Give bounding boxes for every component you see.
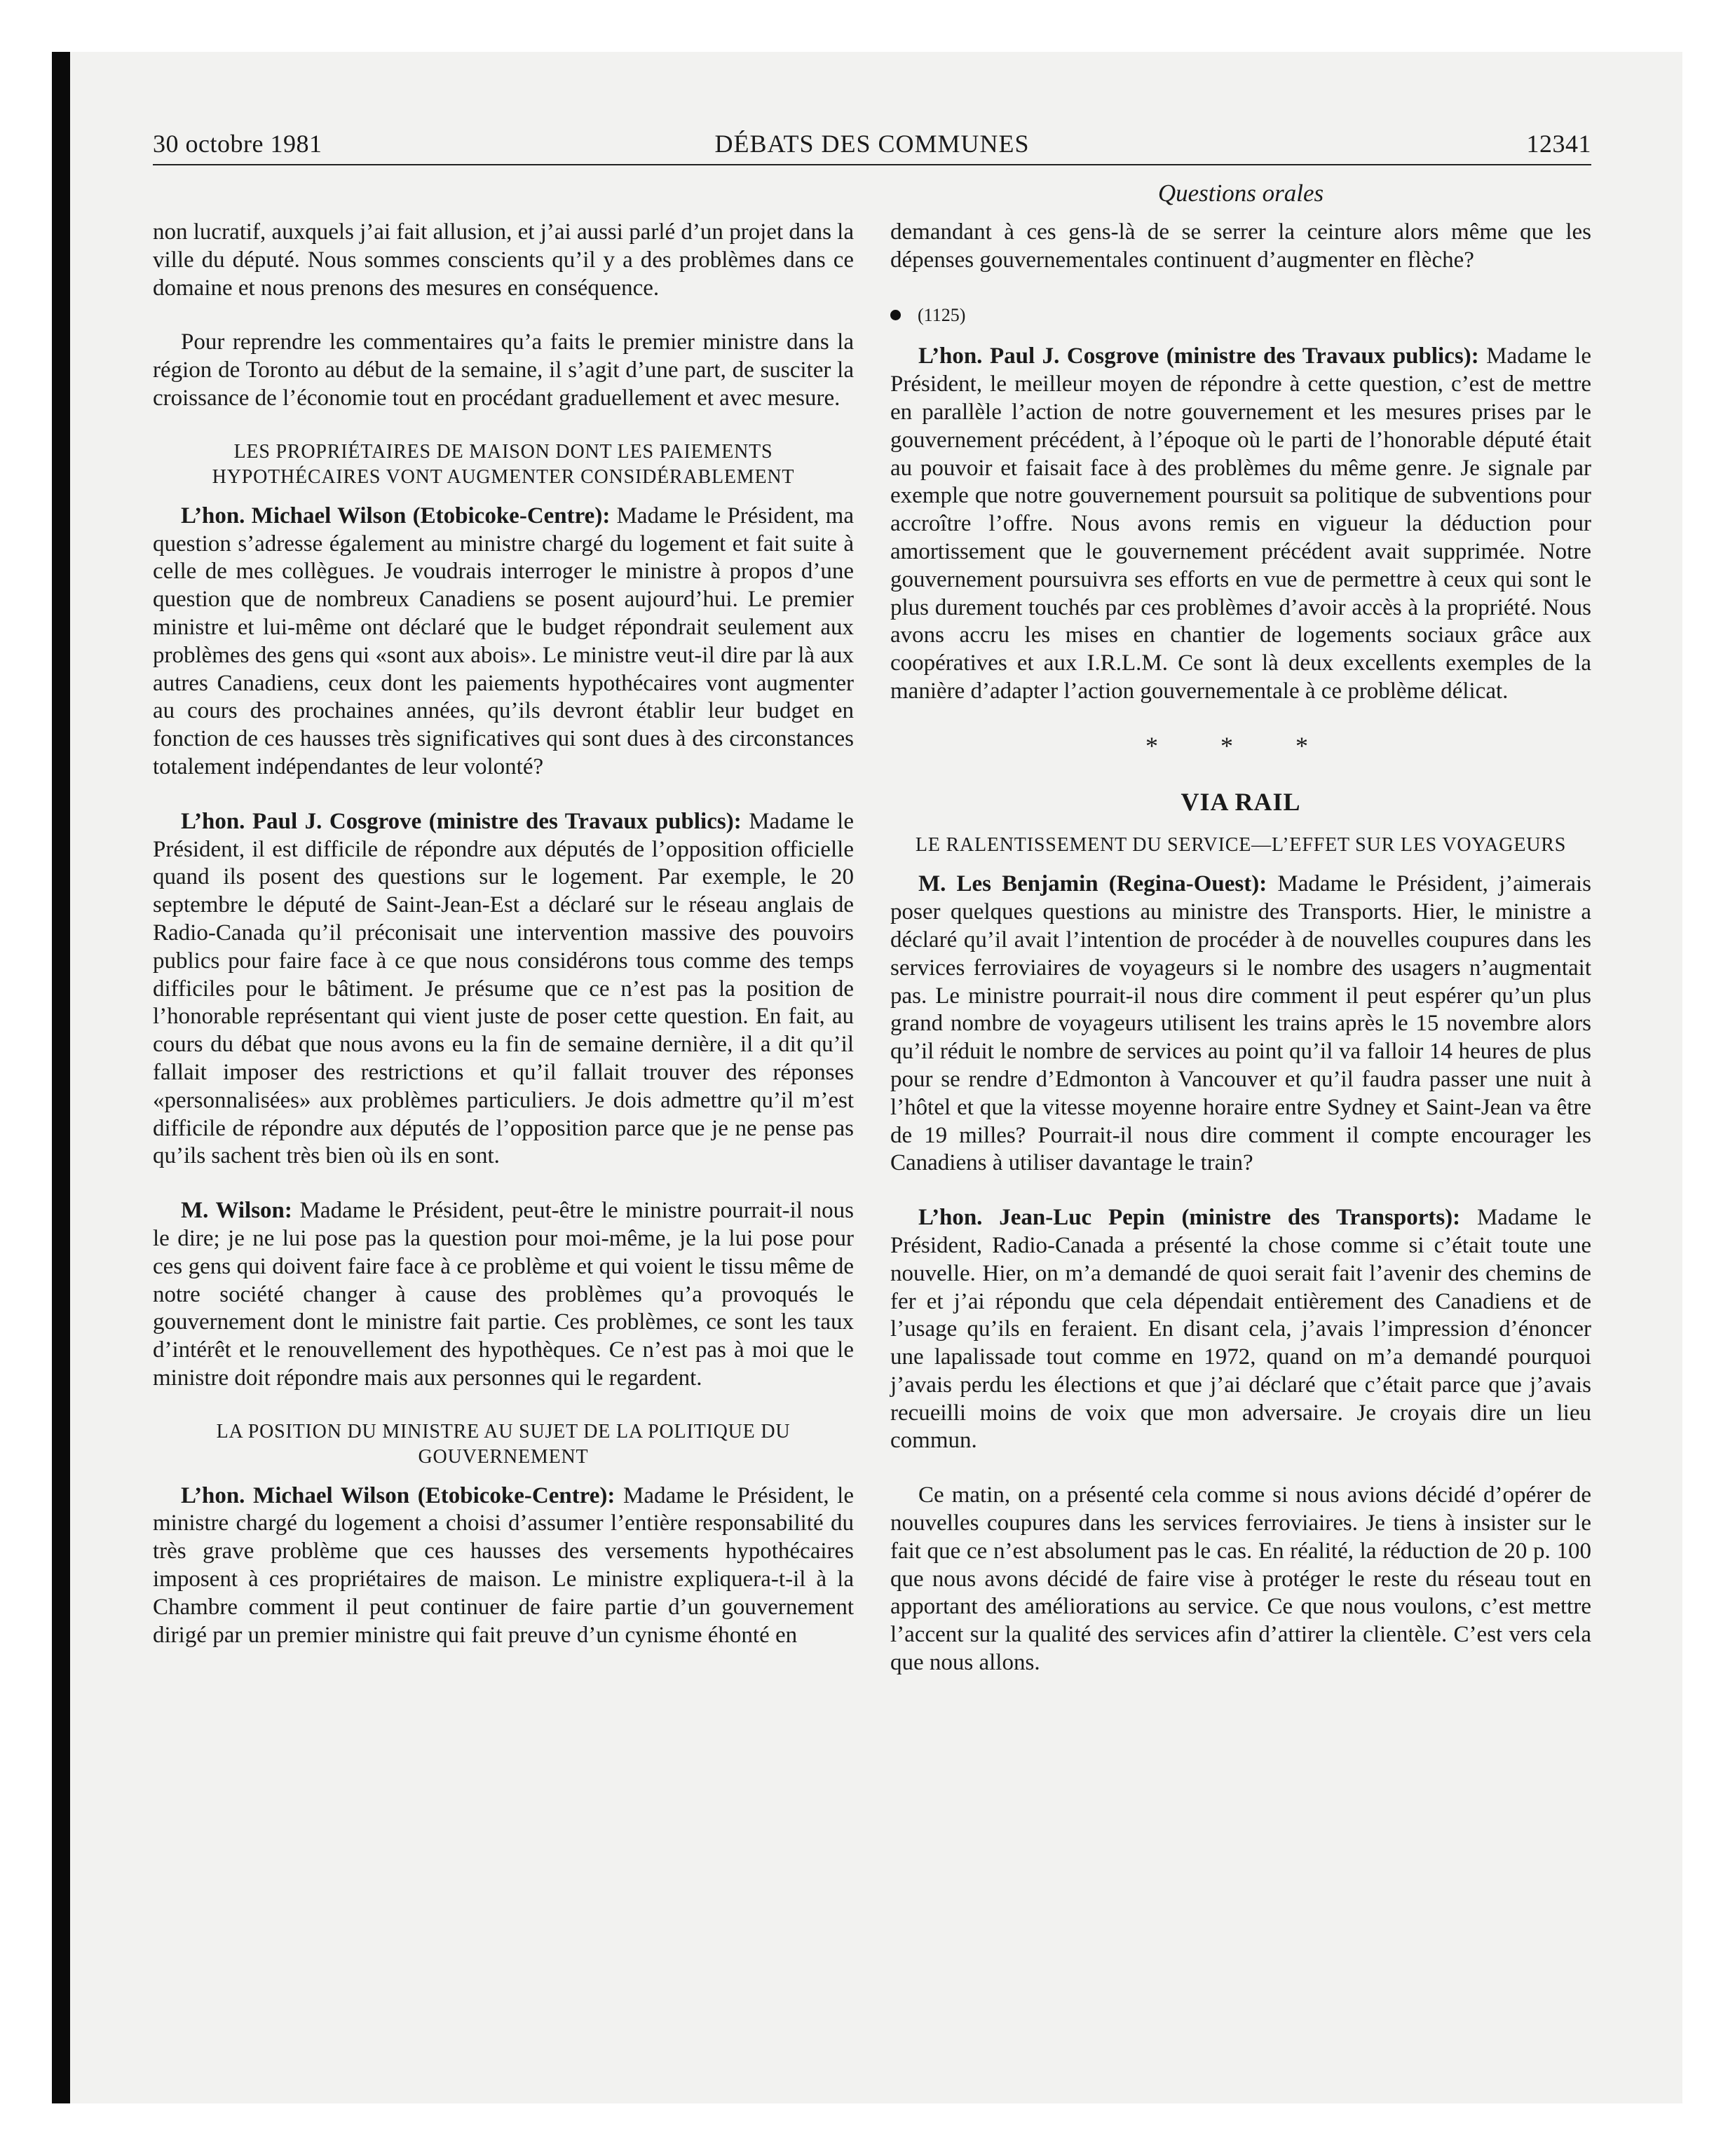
speech-text: Madame le Président, ma question s’adresse également au ministre chargé du logement et fait suite à celle de mes collègues. Je voudrais interroger le ministre à propos d’une question que de nombreux Canadiens se posent aujourd’hui. Le premier ministre et lui-même ont déclaré que le budget répondrait seulement aux problèmes des gens qui «sont aux abois». Le ministre veut-il dire par là aux autres Canadiens, ceux dont les paiements hypothécaires vont augmenter au cours des prochaines années, qu’ils devront établir leur budget en fonction de ces hausses très significatives qui sont dues à des circonstances totalement indépendantes de leur volonté? — [153, 503, 854, 779]
bullet-icon — [890, 310, 901, 320]
speech-text: Madame le Président, Radio-Canada a présenté la chose comme si c’était toute une nouvelle. Hier, on m’a demandé de quoi serait fait l’avenir des chemins de fer et j’ai répondu que cela dépendait entièrement des Canadiens et de l’usage qu’ils en feraient. En disant cela, j’avais l’impression d’énoncer une lapalissade tout comme en 1972, quand on m’a demandé pourquoi j’avais perdu les élections et que j’ai déclaré que c’était parce que j’avais recueilli moins de voix que mon adversaire. Je croyais dire un lieu commun. — [890, 1205, 1591, 1454]
timestamp-text: (1125) — [918, 304, 966, 325]
paragraph: non lucratif, auxquels j’ai fait allusion, et j’ai aussi parlé d’un projet dans la ville du député. Nous sommes conscients qu’il y a des problèmes dans ce domaine et nous prenons des mesures en conséquence. — [153, 219, 854, 301]
speaker-name: L’hon. Paul J. Cosgrove (ministre des Travaux publics): — [181, 808, 742, 834]
subheading: LE RALENTISSEMENT DU SERVICE—L’EFFET SUR LES VOYAGEURS — [915, 834, 1567, 857]
speaker-name: L’hon. Michael Wilson (Etobicoke-Centre): — [181, 1482, 615, 1508]
speech-paragraph — [153, 808, 854, 1171]
timestamp-marker — [890, 301, 1591, 329]
section-separator: * * * — [1145, 731, 1336, 760]
speech-paragraph — [153, 1197, 854, 1393]
speech-paragraph — [890, 871, 1591, 1178]
header-page-number: 12341 — [1526, 130, 1591, 158]
speaker-name: L’hon. Michael Wilson (Etobicoke-Centre): — [181, 503, 611, 528]
speech-paragraph — [153, 1482, 854, 1650]
right-column — [890, 219, 1591, 1704]
speech-text: Madame le Président, le ministre chargé du logement a choisi d’assumer l’entière responsabilité du très grave problème que ces hausses des versements hypothécaires imposent à ces propriétaires de maison. Le ministre expliquera-t-il à la Chambre comment il peut continuer de faire partie d’un gouvernement dirigé par un premier ministre qui fait preuve d’un cynisme éhonté en — [153, 1482, 854, 1648]
header-journal-title: DÉBATS DES COMMUNES — [714, 130, 1030, 158]
subheading: LES PROPRIÉTAIRES DE MAISON DONT LES PAIEMENTS HYPOTHÉCAIRES VONT AUGMENTER CONSIDÉRABLEMENT — [212, 440, 795, 488]
header-rule — [153, 164, 1591, 165]
paragraph: demandant à ces gens-là de se serrer la ceinture alors même que les dépenses gouvernementales continuent d’augmenter en flèche? — [890, 219, 1591, 273]
left-column — [153, 219, 854, 1676]
subheading: LA POSITION DU MINISTRE AU SUJET DE LA POLITIQUE DU GOUVERNEMENT — [216, 1420, 791, 1468]
section-heading: VIA RAIL — [1181, 787, 1301, 816]
speaker-name: L’hon. Paul J. Cosgrove (ministre des Travaux publics): — [918, 343, 1479, 369]
binding-strip — [52, 52, 70, 2103]
speaker-name: L’hon. Jean-Luc Pepin (ministre des Transports): — [918, 1205, 1461, 1231]
paragraph: Pour reprendre les commentaires qu’a faits le premier ministre dans la région de Toronto au début de la semaine, il s’agit d’une part, de susciter la croissance de l’économie tout en procédant graduellement et avec mesure. — [153, 329, 854, 411]
speaker-name: M. Wilson: — [181, 1198, 292, 1224]
speech-paragraph — [890, 343, 1591, 705]
section-running-title: Questions orales — [1157, 179, 1324, 207]
speaker-name: M. Les Benjamin (Regina-Ouest): — [918, 871, 1267, 897]
speech-paragraph — [153, 503, 854, 782]
page-header — [153, 129, 1591, 165]
speech-text: Madame le Président, peut-être le ministre pourrait-il nous le dire; je ne lui pose pas la question pour moi-même, je la lui pose pour ces gens qui doivent faire face à ce problème et qui voient le tissu même de notre société changer à cause des problèmes qu’a provoqués le gouvernement dont le ministre fait partie. Ces problèmes, ce sont les taux d’intérêt et le renouvellement des hypothèques. Ce n’est pas à moi que le ministre doit répondre mais aux personnes qui le regardent. — [153, 1198, 854, 1391]
paragraph: Ce matin, on a présenté cela comme si nous avions décidé d’opérer de nouvelles coupures dans les services ferroviaires. Je tiens à insister sur le fait que ce n’est absolument pas le cas. En réalité, la réduction de 20 p. 100 que nous avons décidé de faire vise à protéger le reste du réseau tout en apportant des améliorations au service. Ce que nous voulons, c’est mettre l’accent sur la qualité des services afin d’attirer la clientèle. C’est vers cela que nous allons. — [890, 1482, 1591, 1676]
speech-paragraph — [890, 1204, 1591, 1455]
header-date: 30 octobre 1981 — [153, 130, 322, 158]
speech-text: Madame le Président, le meilleur moyen de répondre à cette question, c’est de mettre en parallèle l’action de notre gouvernement et les mesures prises par le gouvernement précédent, à l’époque où le parti de l’honorable député était au pouvoir et faisait face à des problèmes du même genre. Je signale par exemple que notre gouvernement poursuit sa politique de subventions pour accroître l’offre. Nous avons remis en vigueur la déduction pour amortissement que le gouvernement précédent avait supprimée. Notre gouvernement poursuivra ses efforts en vue de permettre à ceux qui sont le plus durement touchés par ces problèmes d’avoir accès à la propriété. Nous avons accru les mises en chantier de logements sociaux grâce aux coopératives et aux I.R.L.M. Ce sont là deux excellents exemples de la manière d’adapter l’action gouvernementale à ce problème délicat. — [890, 343, 1591, 704]
speech-text: Madame le Président, il est difficile de répondre aux députés de l’opposition officielle quand ils posent des questions sur le logement. Par exemple, le 20 septembre le député de Saint-Jean-Est a déclaré sur le réseau anglais de Radio-Canada qu’il préconisait une intervention massive des pouvoirs publics pour faire face à ce que nous considérons tous comme des temps difficiles pour le bâtiment. Je présume que ce n’est pas la position de l’honorable représentant qui vient juste de poser cette question. En fait, au cours du débat que nous avons eu la fin de semaine dernière, il a dit qu’il fallait imposer des restrictions et qu’il fallait trouver des réponses «personnalisées» aux problèmes particuliers. Je dois admettre qu’il m’est difficile de répondre aux députés de l’opposition parce que je ne pense pas qu’ils sachent très bien où ils en sont. — [153, 808, 854, 1169]
speech-text: Madame le Président, j’aimerais poser quelques questions au ministre des Transports. Hier, le ministre a déclaré qu’il avait l’intention de procéder à de nouvelles coupures dans les services ferroviaires de voyageurs si le nombre des usagers n’augmentait pas. Le ministre pourrait-il nous dire comment il peut espérer qu’un plus grand nombre de voyageurs utilisent les trains après le 15 novembre alors qu’il réduit le nombre de services au point qu’il va falloir 14 heures de plus pour se rendre d’Edmonton à Vancouver et qu’il faudra passer une nuit à l’hôtel et que la vitesse moyenne horaire entre Sydney et Saint-Jean va être de 19 milles? Pourrait-il nous dire comment il compte encourager les Canadiens à utiliser davantage le train? — [890, 871, 1591, 1176]
